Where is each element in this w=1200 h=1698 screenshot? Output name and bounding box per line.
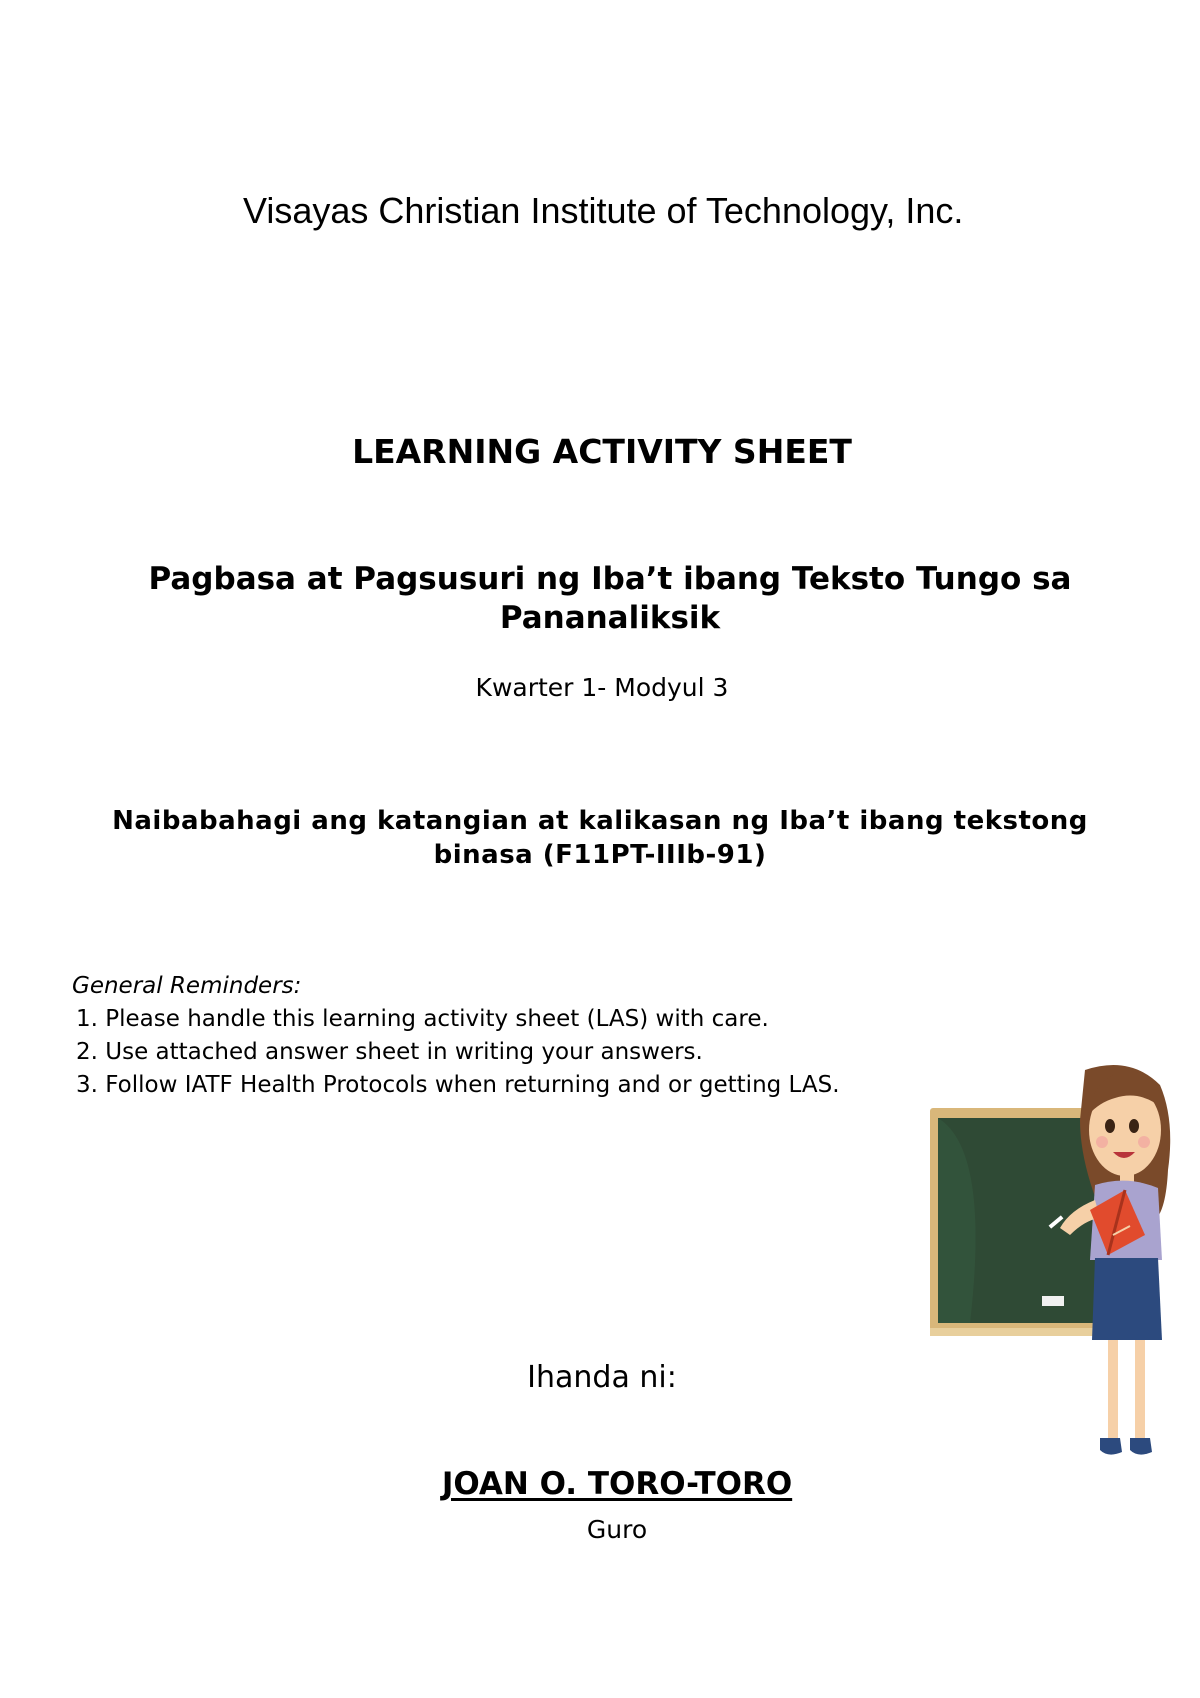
learning-competency: Naibabahagi ang katangian at kalikasan ng Iba’t ibang tekstong binasa (F11PT-IIIb-91): [112, 806, 1088, 870]
reminder-item: 1. Please handle this learning activity sheet (LAS) with care.: [76, 1006, 769, 1032]
quarter-module: Kwarter 1- Modyul 3: [475, 673, 729, 702]
author-name: [0, 1466, 1200, 1502]
reminders-heading: General Reminders:: [72, 973, 302, 999]
subject-title: Pagbasa at Pagsusuri ng Iba’t ibang Teksto Tungo sa Pananaliksik: [148, 561, 1072, 636]
document-title: LEARNING ACTIVITY SHEET: [352, 432, 852, 471]
prepared-by-label: Ihanda ni:: [527, 1360, 677, 1395]
reminder-item: 3. Follow IATF Health Protocols when returning and or getting LAS.: [76, 1072, 840, 1098]
institution-name: Visayas Christian Institute of Technology, Inc.: [243, 190, 964, 231]
teacher-chalkboard-illustration: [930, 1060, 1180, 1475]
author-role: Guro: [586, 1515, 648, 1544]
reminder-item: 2. Use attached answer sheet in writing your answers.: [76, 1039, 703, 1065]
author-name-text: JOAN O. TORO-TORO: [441, 1466, 793, 1502]
general-reminders: [72, 970, 840, 1102]
